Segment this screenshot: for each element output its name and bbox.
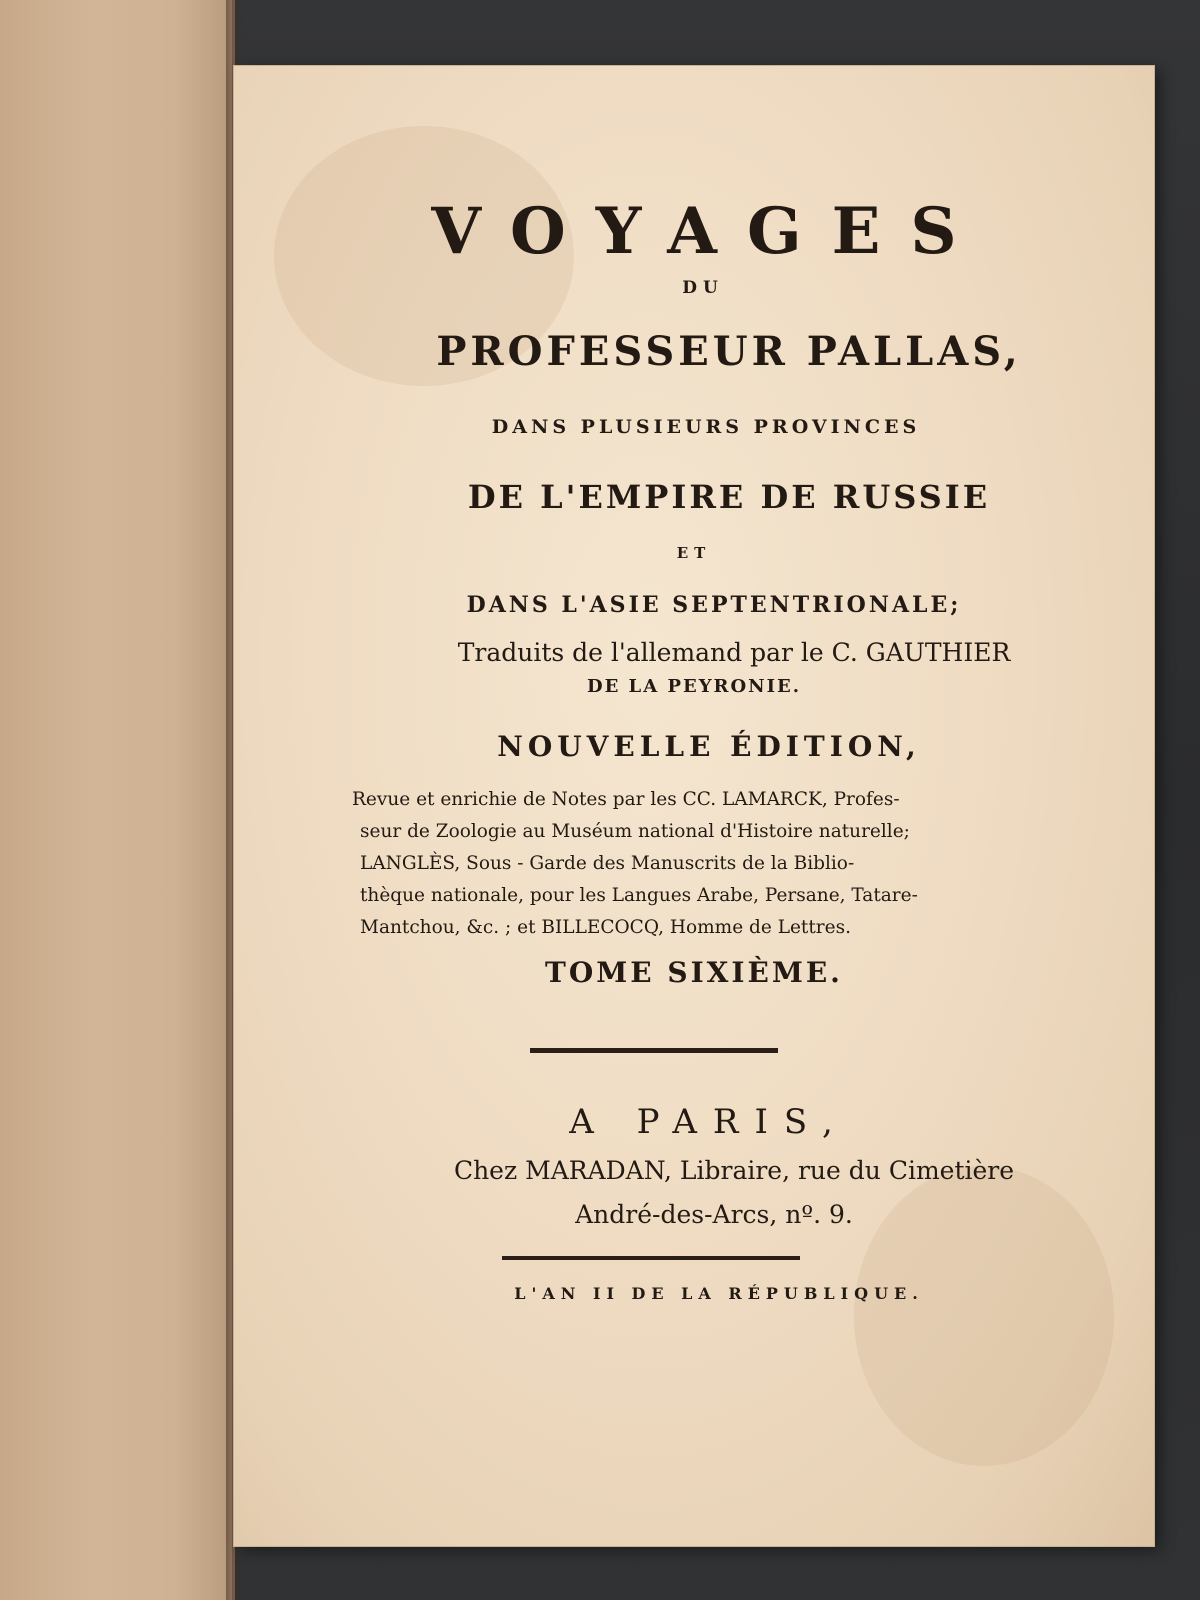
city-line: A PARIS, <box>569 1102 849 1142</box>
subtitle-provinces: DANS PLUSIEURS PROVINCES <box>491 416 921 438</box>
address-line: André-des-Arcs, nº. 9. <box>575 1200 853 1229</box>
notes-line: LANGLÈS, Sous - Garde des Manuscrits de la Biblio- <box>360 853 855 874</box>
publisher-line: Chez MARADAN, Libraire, rue du Cimetière <box>453 1156 1015 1185</box>
notes-line: thèque nationale, pour les Langues Arabe, Persane, Tatare- <box>360 885 918 906</box>
ornamental-rule <box>502 1256 800 1260</box>
subtitle-asie: DANS L'ASIE SEPTENTRIONALE; <box>466 592 962 618</box>
notes-line: seur de Zoologie au Muséum national d'Histoire naturelle; <box>360 821 910 842</box>
translator-line-2: DE LA PEYRONIE. <box>586 676 802 697</box>
title-du: DU <box>682 278 724 298</box>
facing-page <box>0 0 235 1600</box>
subtitle-empire: DE L'EMPIRE DE RUSSIE <box>467 478 991 516</box>
ornamental-rule <box>530 1048 778 1053</box>
author-line: PROFESSEUR PALLAS, <box>436 328 1022 375</box>
title-page <box>234 66 1154 1546</box>
translator-line-1: Traduits de l'allemand par le C. GAUTHIER <box>457 638 1011 667</box>
subtitle-et: ET <box>676 544 712 562</box>
edition-line: NOUVELLE ÉDITION, <box>497 730 921 763</box>
book-title: VOYAGES <box>431 194 987 269</box>
volume-line: TOME SIXIÈME. <box>545 956 843 989</box>
year-line: L'AN II DE LA RÉPUBLIQUE. <box>514 1284 924 1303</box>
notes-line: Mantchou, &c. ; et BILLECOCQ, Homme de Lettres. <box>360 917 851 938</box>
notes-line: Revue et enrichie de Notes par les CC. LAMARCK, Profes- <box>352 789 900 810</box>
